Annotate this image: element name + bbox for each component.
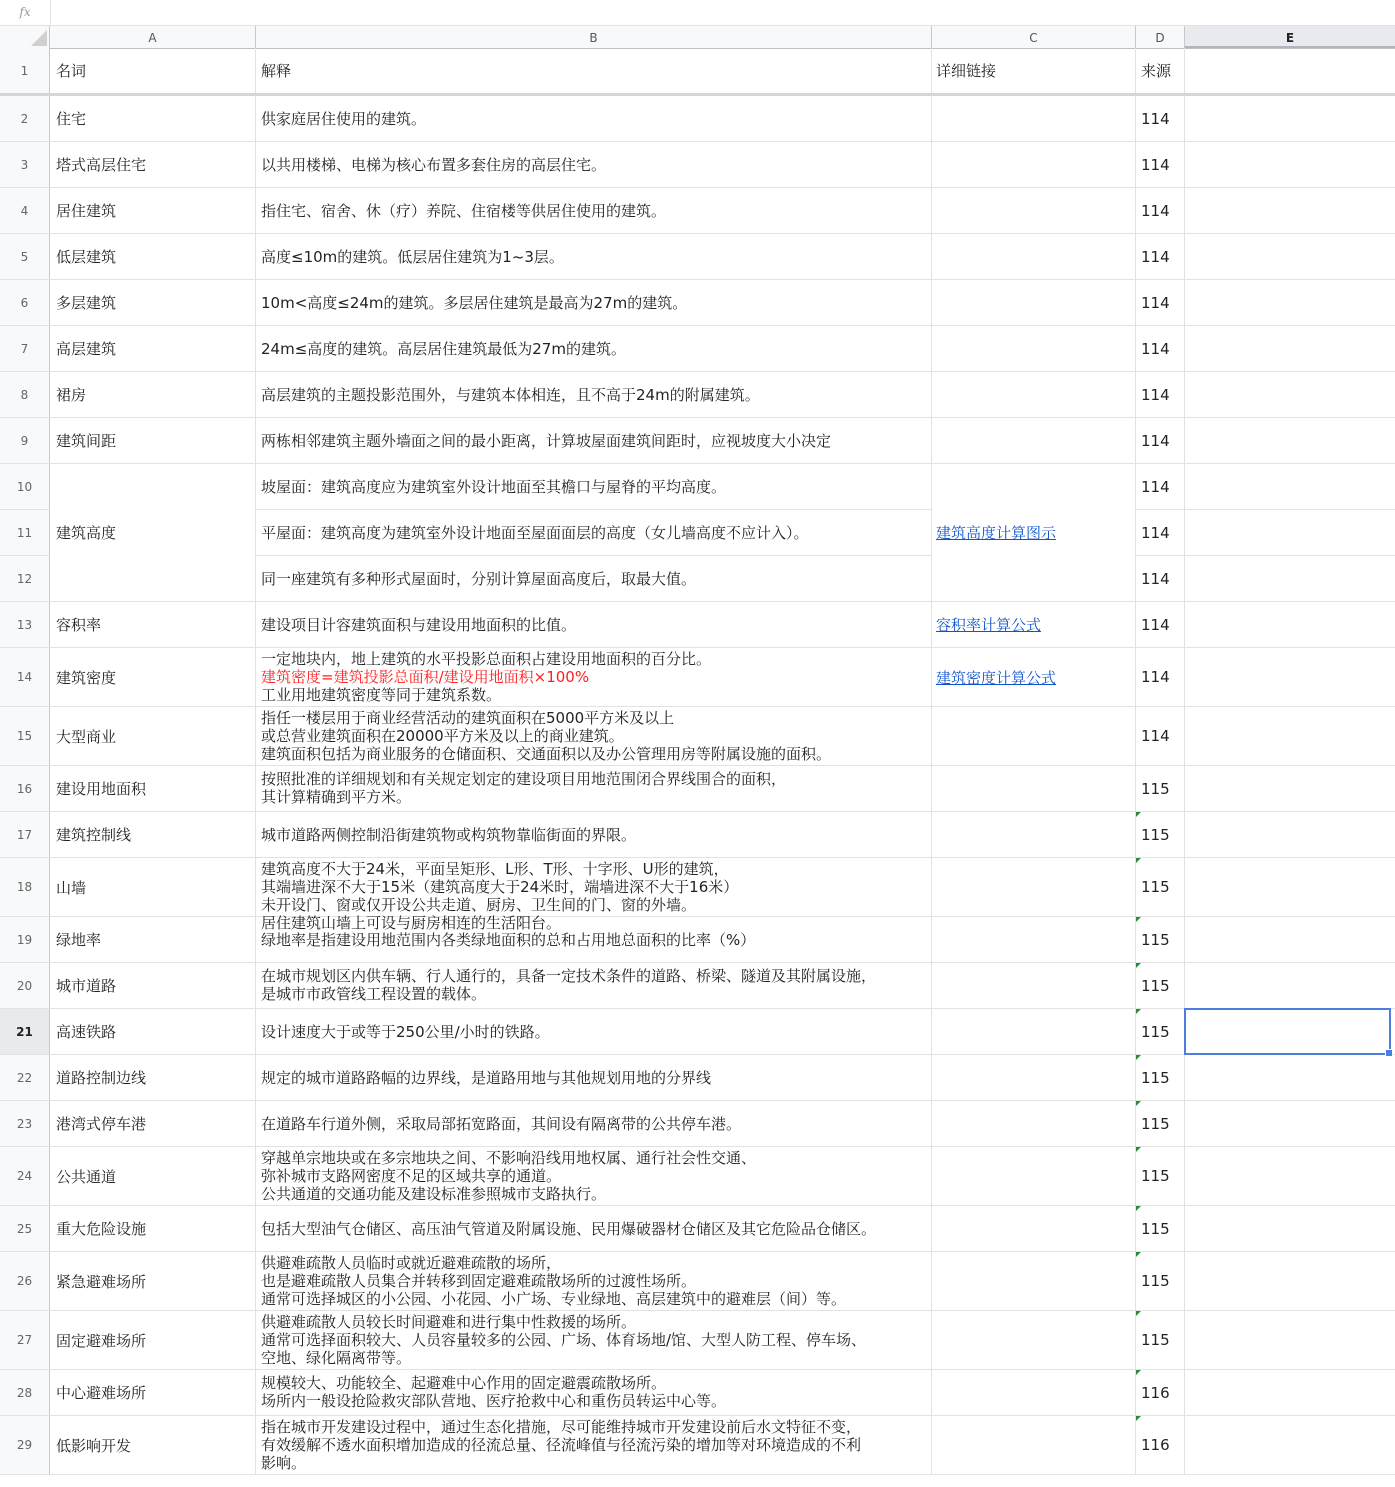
table-row	[0, 648, 1395, 707]
column-header-bar	[0, 26, 1395, 49]
empty-cell[interactable]	[1185, 917, 1395, 962]
definition-line: 以共用楼梯、电梯为核心布置多套住房的高层住宅。	[261, 156, 607, 174]
column-header-e[interactable]: E	[1185, 26, 1395, 48]
definition-line: 影响。	[261, 1454, 307, 1472]
source-cell[interactable]: 114	[1136, 464, 1185, 509]
definition-line: 平屋面：建筑高度为建筑室外设计地面至屋面面层的高度（女儿墙高度不应计入）。	[261, 524, 809, 542]
source-cell[interactable]: 115	[1136, 1147, 1185, 1205]
row-number[interactable]: 2	[0, 96, 50, 141]
definition-cell[interactable]	[256, 96, 932, 141]
source-cell[interactable]: 114	[1136, 280, 1185, 325]
row-number[interactable]: 24	[0, 1147, 50, 1205]
term-cell[interactable]: 居住建筑	[50, 188, 256, 233]
comment-indicator-icon	[1136, 1101, 1141, 1106]
link-cell[interactable]	[932, 1055, 1136, 1100]
definition-line: 或总营业建筑面积在20000平方米及以上的商业建筑。	[261, 727, 624, 745]
row-number[interactable]: 11	[0, 510, 50, 555]
definition-line: 是城市市政管线工程设置的载体。	[261, 985, 487, 1003]
table-row	[0, 707, 1395, 766]
definition-line: 通常可选择面积较大、人员容量较多的公园、广场、体育场地/馆、大型人防工程、停车场、	[261, 1331, 867, 1349]
detail-link[interactable]: 建筑密度计算公式	[936, 668, 1057, 687]
empty-cell[interactable]	[1185, 234, 1395, 279]
empty-cell[interactable]	[1185, 858, 1395, 916]
table-row	[0, 1311, 1395, 1370]
comment-indicator-icon	[1136, 1416, 1141, 1421]
definition-cell[interactable]	[256, 963, 932, 1008]
link-cell[interactable]	[932, 96, 1136, 141]
link-cell[interactable]	[932, 188, 1136, 233]
empty-cell[interactable]	[1185, 96, 1395, 141]
row-number[interactable]: 13	[0, 602, 50, 647]
term-cell[interactable]: 多层建筑	[50, 280, 256, 325]
definition-line: 指任一楼层用于商业经营活动的建筑面积在5000平方米及以上	[261, 709, 675, 727]
table-row	[0, 418, 1395, 464]
definition-line: 建筑面积包括为商业服务的仓储面积、交通面积以及办公管理用房等附属设施的面积。	[261, 745, 832, 763]
table-row	[0, 1252, 1395, 1311]
definition-cell[interactable]	[256, 602, 932, 647]
definition-cell[interactable]	[256, 1311, 932, 1369]
row-number[interactable]: 20	[0, 963, 50, 1008]
header-cell-definition[interactable]: 解释	[256, 48, 932, 93]
source-cell[interactable]: 115	[1136, 917, 1185, 962]
row-number[interactable]: 23	[0, 1101, 50, 1146]
comment-indicator-icon	[1136, 1055, 1141, 1060]
link-cell[interactable]	[932, 1416, 1136, 1474]
link-cell[interactable]	[932, 1370, 1136, 1415]
source-cell[interactable]: 114	[1136, 188, 1185, 233]
table-row	[0, 602, 1395, 648]
link-cell[interactable]	[932, 1009, 1136, 1054]
definition-line: 24m≤高度的建筑。高层居住建筑最低为27m的建筑。	[261, 340, 626, 358]
table-row	[0, 1370, 1395, 1416]
link-cell[interactable]	[932, 1252, 1136, 1310]
source-cell[interactable]: 115	[1136, 1311, 1185, 1369]
term-cell[interactable]: 低层建筑	[50, 234, 256, 279]
definition-line: 工业用地建筑密度等同于建筑系数。	[261, 686, 502, 704]
table-row	[0, 326, 1395, 372]
term-cell[interactable]: 重大危险设施	[50, 1206, 256, 1251]
source-cell[interactable]: 114	[1136, 234, 1185, 279]
definition-line: 其计算精确到平方米。	[261, 788, 412, 806]
empty-cell[interactable]	[1185, 1147, 1395, 1205]
empty-cell[interactable]	[1185, 556, 1395, 601]
row-number[interactable]: 6	[0, 280, 50, 325]
row-number[interactable]: 26	[0, 1252, 50, 1310]
link-cell[interactable]	[932, 707, 1136, 765]
link-cell[interactable]	[932, 142, 1136, 187]
definition-line: 公共通道的交通功能及建设标准参照城市支路执行。	[261, 1185, 607, 1203]
merged-cell-term[interactable]: 建筑高度	[50, 464, 256, 602]
term-cell[interactable]: 容积率	[50, 602, 256, 647]
definition-line: 空地、绿化隔离带等。	[261, 1349, 412, 1367]
table-row	[0, 188, 1395, 234]
definition-line: 建设项目计容建筑面积与建设用地面积的比值。	[261, 616, 577, 634]
row-number[interactable]: 19	[0, 917, 50, 962]
empty-cell[interactable]	[1185, 707, 1395, 765]
link-cell[interactable]	[932, 963, 1136, 1008]
source-cell[interactable]: 114	[1136, 326, 1185, 371]
link-cell[interactable]	[932, 648, 1136, 706]
term-cell[interactable]: 裙房	[50, 372, 256, 417]
column-header-b[interactable]: B	[256, 26, 932, 48]
comment-indicator-icon	[1136, 917, 1141, 922]
term-cell[interactable]: 固定避难场所	[50, 1311, 256, 1369]
table-row	[0, 917, 1395, 963]
definition-cell[interactable]	[256, 1370, 932, 1415]
row-number[interactable]: 10	[0, 464, 50, 509]
row-number[interactable]: 7	[0, 326, 50, 371]
term-cell[interactable]: 道路控制边线	[50, 1055, 256, 1100]
row-number[interactable]: 9	[0, 418, 50, 463]
source-cell[interactable]: 116	[1136, 1416, 1185, 1474]
row-number[interactable]: 16	[0, 766, 50, 811]
definition-cell[interactable]	[256, 418, 932, 463]
definition-cell[interactable]	[256, 1206, 932, 1251]
empty-cell[interactable]	[1185, 963, 1395, 1008]
definition-cell[interactable]	[256, 812, 932, 857]
comment-indicator-icon	[1136, 1009, 1141, 1014]
definition-line: 在城市规划区内供车辆、行人通行的，具备一定技术条件的道路、桥梁、隧道及其附属设施，	[261, 967, 877, 985]
table-row	[0, 96, 1395, 142]
table-row	[0, 812, 1395, 858]
definition-line: 供避难疏散人员临时或就近避难疏散的场所，	[261, 1254, 562, 1272]
row-number[interactable]: 8	[0, 372, 50, 417]
link-cell[interactable]	[932, 812, 1136, 857]
definition-line: 未开设门、窗或仅开设公共走道、厨房、卫生间的门、窗的外墙。	[261, 896, 697, 914]
empty-cell[interactable]	[1185, 142, 1395, 187]
definition-line: 有效缓解不透水面积增加造成的径流总量、径流峰值与径流污染的增加等对环境造成的不利	[261, 1436, 862, 1454]
definition-line: 建筑密度=建筑投影总面积/建设用地面积×100%	[261, 668, 590, 686]
comment-indicator-icon	[1136, 1206, 1141, 1211]
empty-cell[interactable]	[1185, 372, 1395, 417]
empty-cell[interactable]	[1185, 280, 1395, 325]
table-row	[0, 858, 1395, 932]
definition-cell[interactable]	[256, 766, 932, 811]
term-cell[interactable]: 建设用地面积	[50, 766, 256, 811]
definition-cell[interactable]	[256, 707, 932, 765]
empty-cell[interactable]	[1185, 602, 1395, 647]
row-number[interactable]: 14	[0, 648, 50, 706]
definition-line: 指在城市开发建设过程中，通过生态化措施，尽可能维持城市开发建设前后水文特征不变，	[261, 1418, 862, 1436]
table-row	[0, 963, 1395, 1009]
link-cell[interactable]	[932, 1311, 1136, 1369]
empty-cell[interactable]	[1185, 766, 1395, 811]
row-number[interactable]: 21	[0, 1009, 50, 1054]
term-cell[interactable]: 山墙	[50, 858, 256, 916]
comment-indicator-icon	[1136, 1311, 1141, 1316]
definition-cell[interactable]	[256, 648, 932, 706]
row-number[interactable]: 29	[0, 1416, 50, 1474]
source-cell[interactable]: 115	[1136, 1101, 1185, 1146]
definition-line: 其端墙进深不大于15米（建筑高度大于24米时，端墙进深不大于16米）	[261, 878, 739, 896]
definition-line: 指住宅、宿舍、休（疗）养院、住宿楼等供居住使用的建筑。	[261, 202, 667, 220]
row-number[interactable]: 28	[0, 1370, 50, 1415]
term-cell[interactable]: 港湾式停车港	[50, 1101, 256, 1146]
definition-cell[interactable]	[256, 464, 932, 509]
table-row	[0, 1055, 1395, 1101]
definition-cell[interactable]	[256, 556, 932, 601]
table-row	[0, 142, 1395, 188]
column-header-a[interactable]: A	[50, 26, 256, 48]
fill-handle[interactable]	[1385, 1049, 1393, 1057]
definition-line: 供避难疏散人员较长时间避难和进行集中性救援的场所。	[261, 1313, 637, 1331]
term-cell[interactable]: 高层建筑	[50, 326, 256, 371]
definition-cell[interactable]	[256, 1055, 932, 1100]
row-number[interactable]: 17	[0, 812, 50, 857]
definition-cell[interactable]	[256, 1101, 932, 1146]
link-cell[interactable]	[932, 372, 1136, 417]
definition-cell[interactable]	[256, 1147, 932, 1205]
link-cell[interactable]	[932, 418, 1136, 463]
definition-cell[interactable]	[256, 372, 932, 417]
definition-line: 按照批准的详细规划和有关规定划定的建设项目用地范围闭合界线围合的面积，	[261, 770, 787, 788]
definition-cell[interactable]	[256, 188, 932, 233]
term-cell[interactable]: 城市道路	[50, 963, 256, 1008]
header-cell-term[interactable]: 名词	[50, 48, 256, 93]
empty-cell[interactable]	[1185, 1206, 1395, 1251]
select-all-corner[interactable]	[0, 26, 50, 48]
definition-line: 坡屋面：建筑高度应为建筑室外设计地面至其檐口与屋脊的平均高度。	[261, 478, 727, 496]
definition-line: 在道路车行道外侧，采取局部拓宽路面，其间设有隔离带的公共停车港。	[261, 1115, 742, 1133]
link-cell[interactable]	[932, 326, 1136, 371]
empty-cell[interactable]	[1185, 326, 1395, 371]
term-cell[interactable]: 高速铁路	[50, 1009, 256, 1054]
link-cell[interactable]	[932, 280, 1136, 325]
row-number[interactable]: 25	[0, 1206, 50, 1251]
definition-line: 同一座建筑有多种形式屋面时，分别计算屋面高度后，取最大值。	[261, 570, 697, 588]
table-row	[0, 1101, 1395, 1147]
definition-cell[interactable]	[256, 1416, 932, 1474]
link-cell[interactable]	[932, 602, 1136, 647]
source-cell[interactable]: 115	[1136, 963, 1185, 1008]
link-cell[interactable]	[932, 1147, 1136, 1205]
empty-cell[interactable]	[1185, 464, 1395, 509]
term-cell[interactable]: 住宅	[50, 96, 256, 141]
definition-cell[interactable]	[256, 1252, 932, 1310]
table-row	[0, 1416, 1395, 1475]
source-cell[interactable]: 114	[1136, 142, 1185, 187]
source-cell[interactable]: 116	[1136, 1370, 1185, 1415]
link-cell[interactable]	[932, 858, 1136, 916]
empty-cell[interactable]	[1185, 1370, 1395, 1415]
definition-line: 穿越单宗地块或在多宗地块之间、不影响沿线用地权属、通行社会性交通、	[261, 1149, 757, 1167]
header-cell-link[interactable]: 详细链接	[932, 48, 1136, 93]
term-cell[interactable]: 塔式高层住宅	[50, 142, 256, 187]
definition-line: 两栋相邻建筑主题外墙面之间的最小距离，计算坡屋面建筑间距时，应视坡度大小决定	[261, 432, 832, 450]
definition-cell[interactable]	[256, 326, 932, 371]
row-number[interactable]: 18	[0, 858, 50, 916]
definition-cell[interactable]	[256, 234, 932, 279]
source-cell[interactable]: 114	[1136, 510, 1185, 555]
source-cell[interactable]: 114	[1136, 96, 1185, 141]
comment-indicator-icon	[1136, 963, 1141, 968]
term-cell[interactable]: 中心避难场所	[50, 1370, 256, 1415]
definition-line: 一定地块内，地上建筑的水平投影总面积占建设用地面积的百分比。	[261, 650, 712, 668]
definition-cell[interactable]	[256, 858, 932, 932]
source-cell[interactable]: 114	[1136, 707, 1185, 765]
empty-cell[interactable]	[1185, 1101, 1395, 1146]
table-row	[0, 280, 1395, 326]
definition-line: 高度≤10m的建筑。低层居住建筑为1~3层。	[261, 248, 564, 266]
link-cell[interactable]	[932, 1101, 1136, 1146]
definition-cell[interactable]	[256, 1009, 932, 1054]
empty-cell[interactable]	[1185, 1311, 1395, 1369]
term-cell[interactable]: 建筑控制线	[50, 812, 256, 857]
source-cell[interactable]: 115	[1136, 1252, 1185, 1310]
definition-cell[interactable]	[256, 142, 932, 187]
source-cell[interactable]: 114	[1136, 372, 1185, 417]
empty-cell[interactable]	[1185, 188, 1395, 233]
fx-icon: fx	[0, 0, 51, 25]
merged-cell-link[interactable]	[932, 464, 1136, 602]
empty-cell[interactable]	[1185, 812, 1395, 857]
definition-line: 供家庭居住使用的建筑。	[261, 110, 427, 128]
source-cell[interactable]: 114	[1136, 418, 1185, 463]
definition-line: 设计速度大于或等于250公里/小时的铁路。	[261, 1023, 550, 1041]
definition-line: 弥补城市支路网密度不足的区域共享的通道。	[261, 1167, 562, 1185]
table-row	[0, 1147, 1395, 1206]
table-row	[0, 234, 1395, 280]
row-number[interactable]: 22	[0, 1055, 50, 1100]
table-row	[0, 766, 1395, 812]
row-number[interactable]: 3	[0, 142, 50, 187]
term-cell[interactable]: 绿地率	[50, 917, 256, 962]
link-cell[interactable]	[932, 917, 1136, 962]
source-cell[interactable]: 115	[1136, 1206, 1185, 1251]
column-header-c[interactable]: C	[932, 26, 1136, 48]
row-number[interactable]: 1	[0, 48, 50, 93]
header-row	[0, 48, 1395, 96]
definition-line: 建筑高度不大于24米，平面呈矩形、L形、T形、十字形、U形的建筑，	[261, 860, 729, 878]
source-cell[interactable]: 115	[1136, 1055, 1185, 1100]
header-cell-e[interactable]	[1185, 48, 1395, 93]
link-cell[interactable]	[932, 234, 1136, 279]
definition-line: 居住建筑山墙上可设与厨房相连的生活阳台。	[261, 914, 562, 932]
comment-indicator-icon	[1136, 1252, 1141, 1257]
source-cell[interactable]: 115	[1136, 766, 1185, 811]
term-cell[interactable]: 大型商业	[50, 707, 256, 765]
comment-indicator-icon	[1136, 858, 1141, 863]
definition-line: 规模较大、功能较全、起避难中心作用的固定避震疏散场所。	[261, 1374, 667, 1392]
link-cell[interactable]	[932, 766, 1136, 811]
row-number[interactable]: 5	[0, 234, 50, 279]
source-cell[interactable]: 114	[1136, 648, 1185, 706]
definition-line: 高层建筑的主题投影范围外，与建筑本体相连，且不高于24m的附属建筑。	[261, 386, 760, 404]
definition-cell[interactable]	[256, 917, 932, 962]
definition-cell[interactable]	[256, 280, 932, 325]
definition-line: 通常可选择城区的小公园、小花园、小广场、专业绿地、高层建筑中的避难层（间）等。	[261, 1290, 847, 1308]
term-cell[interactable]: 低影响开发	[50, 1416, 256, 1474]
row-number[interactable]: 4	[0, 188, 50, 233]
source-cell[interactable]: 115	[1136, 1009, 1185, 1054]
empty-cell[interactable]	[1185, 510, 1395, 555]
detail-link[interactable]: 容积率计算公式	[936, 616, 1042, 634]
empty-cell[interactable]	[1185, 648, 1395, 706]
comment-indicator-icon	[1136, 1147, 1141, 1152]
definition-line: 规定的城市道路路幅的边界线，是道路用地与其他规划用地的分界线	[261, 1069, 712, 1087]
definition-line: 场所内一般设抢险救灾部队营地、医疗抢救中心和重伤员转运中心等。	[261, 1392, 727, 1410]
row-number[interactable]: 27	[0, 1311, 50, 1369]
row-number[interactable]: 12	[0, 556, 50, 601]
header-cell-source[interactable]: 来源	[1136, 48, 1185, 93]
definition-line: 绿地率是指建设用地范围内各类绿地面积的总和占用地总面积的比率（%）	[261, 931, 756, 949]
formula-bar[interactable]	[0, 0, 1395, 26]
selected-cell-e21[interactable]	[1184, 1008, 1391, 1055]
definition-cell[interactable]	[256, 510, 932, 555]
empty-cell[interactable]	[1185, 1416, 1395, 1474]
source-cell[interactable]: 114	[1136, 556, 1185, 601]
table-row	[0, 1206, 1395, 1252]
term-cell[interactable]: 公共通道	[50, 1147, 256, 1205]
link-cell[interactable]	[932, 1206, 1136, 1251]
empty-cell[interactable]	[1185, 1055, 1395, 1100]
empty-cell[interactable]	[1185, 418, 1395, 463]
term-cell[interactable]: 紧急避难场所	[50, 1252, 256, 1310]
definition-line: 包括大型油气仓储区、高压油气管道及附属设施、民用爆破器材仓储区及其它危险品仓储区。	[261, 1220, 877, 1238]
definition-line: 城市道路两侧控制沿街建筑物或构筑物靠临街面的界限。	[261, 826, 637, 844]
empty-cell[interactable]	[1185, 1252, 1395, 1310]
comment-indicator-icon	[1136, 1370, 1141, 1375]
source-cell[interactable]: 114	[1136, 602, 1185, 647]
definition-line: 10m<高度≤24m的建筑。多层居住建筑是最高为27m的建筑。	[261, 294, 688, 312]
detail-link[interactable]: 建筑高度计算图示	[936, 524, 1057, 542]
column-header-d[interactable]: D	[1136, 26, 1185, 48]
row-number[interactable]: 15	[0, 707, 50, 765]
source-cell[interactable]: 115	[1136, 812, 1185, 857]
definition-line: 也是避难疏散人员集合并转移到固定避难疏散场所的过渡性场所。	[261, 1272, 697, 1290]
term-cell[interactable]: 建筑密度	[50, 648, 256, 706]
source-cell[interactable]: 115	[1136, 858, 1185, 916]
table-row	[0, 372, 1395, 418]
term-cell[interactable]: 建筑间距	[50, 418, 256, 463]
comment-indicator-icon	[1136, 812, 1141, 817]
